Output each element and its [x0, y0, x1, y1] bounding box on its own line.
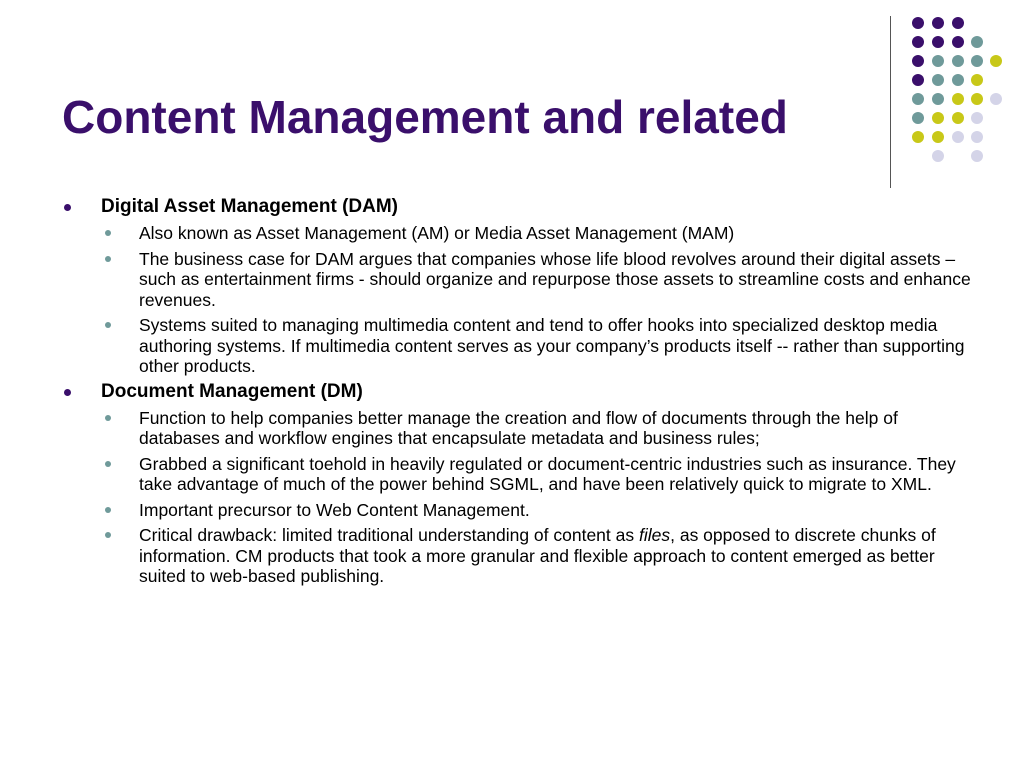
bullet-level2-item [0, 500, 1024, 521]
decor-dot [971, 55, 983, 67]
decor-dot [912, 112, 924, 124]
decor-dot [952, 112, 964, 124]
decor-dot [912, 17, 924, 29]
decorative-dot-grid [0, 0, 1024, 200]
bullet-text: Function to help companies better manage the creation and flow of documents through the help of databases and workflow engines that encapsulate metadata and business rules; [139, 407, 898, 448]
decor-dot [971, 74, 983, 86]
decor-dot [990, 55, 1002, 67]
decor-dot [932, 150, 944, 162]
bullet-level1-dam [0, 196, 1024, 218]
section-heading: Document Management (DM) [101, 380, 363, 402]
decor-dot [952, 17, 964, 29]
bullet-dot-icon [105, 507, 111, 513]
bullet-level2-item [0, 223, 1024, 244]
section-heading: Digital Asset Management (DAM) [101, 196, 398, 217]
decor-dot [932, 36, 944, 48]
decor-dot [932, 93, 944, 105]
decor-dot [952, 131, 964, 143]
bullet-level2-item [0, 408, 1024, 449]
emphasized-word: files [638, 525, 671, 545]
slide-body [0, 192, 1024, 587]
bullet-dot-icon [64, 204, 71, 211]
decor-dot [932, 112, 944, 124]
decor-dot [952, 74, 964, 86]
decor-dot [912, 36, 924, 48]
bullet-level1-dm [0, 381, 1024, 403]
decor-dot [971, 93, 983, 105]
decor-dot [912, 93, 924, 105]
bullet-level2-item [0, 249, 1024, 311]
decor-dot [971, 131, 983, 143]
bullet-text: Systems suited to managing multimedia content and tend to offer hooks into specialized desktop media authoring systems. If multimedia content serves as your company’s products itself -- rather than supporting other products. [139, 315, 965, 376]
bullet-dot-icon [105, 461, 111, 467]
bullet-dot-icon [105, 256, 111, 262]
bullet-text: Important precursor to Web Content Management. [139, 499, 530, 520]
decor-dot [912, 55, 924, 67]
bullet-text-after: , as opposed to discrete chunks of information. CM products that took a more granular and flexible approach to content emerged as better suited to web-based publishing. [139, 525, 936, 586]
bullet-text: Also known as Asset Management (AM) or Media Asset Management (MAM) [139, 223, 735, 243]
bullet-text: Grabbed a significant toehold in heavily regulated or document-centric industries such as insurance. They take advantage of much of the power behind SGML, and have been relatively quick to migrate to XML. [139, 453, 956, 494]
bullet-dot-icon [105, 322, 111, 328]
decor-dot [932, 17, 944, 29]
decor-dot [971, 36, 983, 48]
bullet-level2-item [0, 454, 1024, 495]
decor-dot [990, 93, 1002, 105]
decor-dot [912, 131, 924, 143]
bullet-text-before: Critical drawback: limited traditional understanding of content as [139, 525, 639, 545]
bullet-dot-icon [105, 415, 111, 421]
decor-dot [932, 74, 944, 86]
decor-dot [932, 131, 944, 143]
decor-dot [912, 74, 924, 86]
decor-dot [971, 112, 983, 124]
bullet-level2-item [0, 525, 1024, 587]
decor-dot [971, 150, 983, 162]
decor-dot [932, 55, 944, 67]
bullet-dot-icon [64, 389, 71, 396]
bullet-dot-icon [105, 230, 111, 236]
decor-dot [952, 55, 964, 67]
bullet-dot-icon [105, 532, 111, 538]
bullet-text: The business case for DAM argues that companies whose life blood revolves around their digital assets – such as entertainment firms - should organize and repurpose those assets to streamline costs and enhance revenues. [139, 248, 971, 310]
bullet-level2-item [0, 315, 1024, 377]
decor-dot [952, 93, 964, 105]
slide-title: Content Management and related [62, 91, 788, 143]
decor-dot [952, 36, 964, 48]
